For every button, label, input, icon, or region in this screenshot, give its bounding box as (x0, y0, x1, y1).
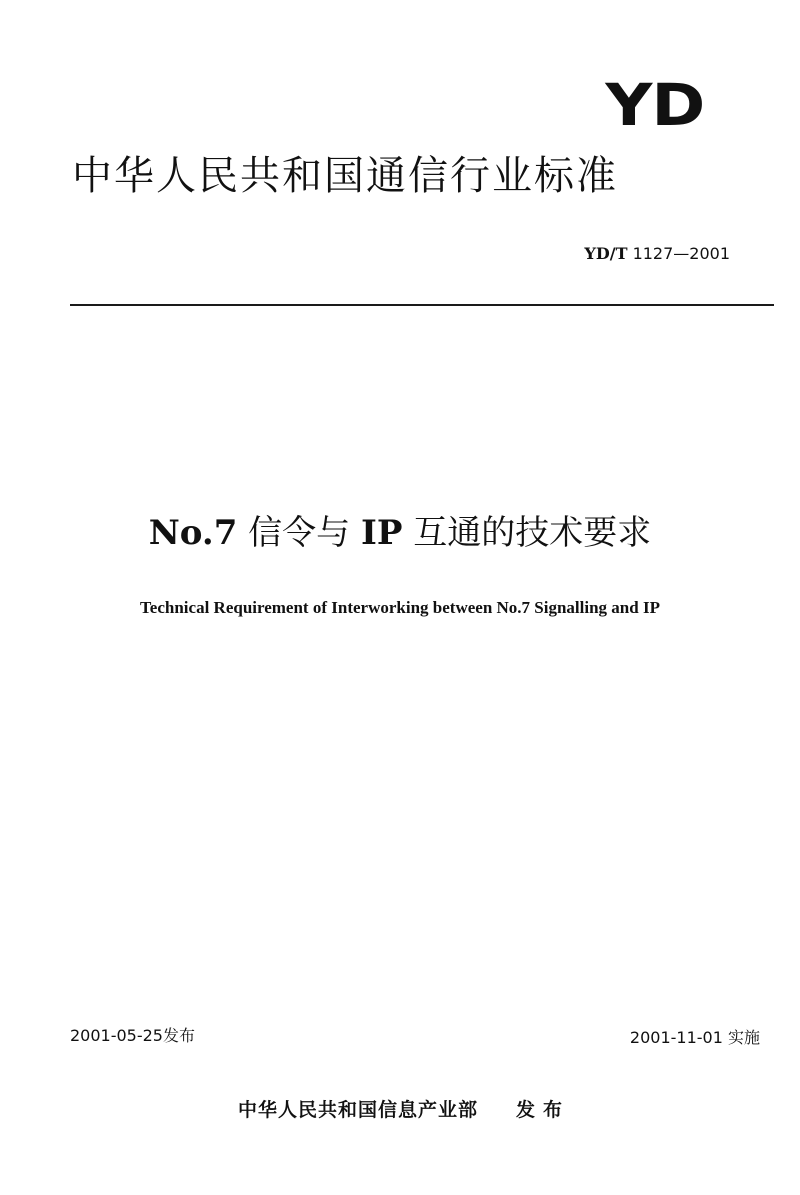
standard-number-prefix: YD/T (584, 244, 628, 263)
title-no7: No.7 (148, 513, 238, 553)
title-ip: IP (360, 513, 403, 553)
effective-date (630, 1030, 760, 1046)
title-signalling: 信令与 (248, 513, 351, 553)
publisher (238, 1101, 570, 1120)
standard-title: 中华人民共和国通信行业标准 (72, 153, 618, 199)
issue-date-label: 发布 (162, 1026, 195, 1045)
document-title-en: Technical Requirement of Interworking between No.7 Signalling and IP (140, 598, 660, 617)
title-tail: 互通的技术要求 (413, 513, 652, 553)
standard-number-value: 1127—2001 (632, 244, 730, 263)
publisher-name: 中华人民共和国信息产业部 (238, 1099, 479, 1121)
issue-date (70, 1028, 195, 1044)
effective-date-value: 2001-11-01 (629, 1028, 723, 1047)
standard-number (584, 246, 730, 262)
header-divider (70, 304, 774, 306)
effective-date-label: 实施 (727, 1028, 760, 1047)
document-title-cn (0, 513, 800, 553)
publish-word: 发布 (516, 1099, 571, 1121)
issue-date-value: 2001-05-25 (70, 1026, 163, 1045)
yd-logo: YD (605, 71, 704, 139)
